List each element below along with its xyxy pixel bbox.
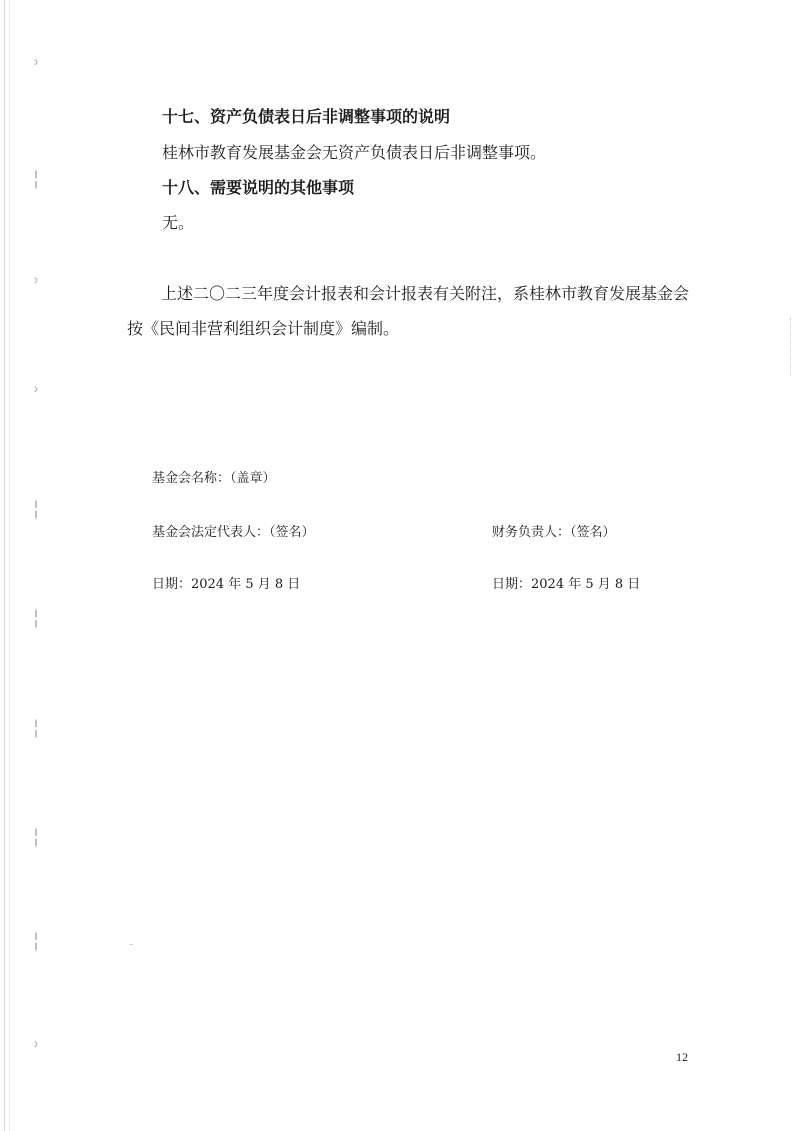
binding-mark: ¦ [30, 605, 43, 629]
binding-mark: ʾ [30, 1038, 43, 1062]
closing-statement-line-1: 上述二〇二三年度会计报表和会计报表有关附注，系桂林市教育发展基金会 [161, 284, 690, 303]
section-17-body: 桂林市教育发展基金会无资产负债表日后非调整事项。 [162, 143, 547, 162]
binding-mark: ¦ [30, 715, 43, 739]
fund-name-seal-label: 基金会名称：（盖章） [152, 471, 276, 486]
binding-mark: ʾ [30, 274, 43, 298]
legal-representative-signature-label: 基金会法定代表人：（签名） [152, 525, 315, 540]
binding-mark: ʾ [30, 383, 43, 407]
section-17-heading: 十七、资产负债表日后非调整事项的说明 [162, 107, 451, 126]
finance-head-signature-label: 财务负责人：（签名） [492, 525, 616, 540]
closing-statement-line-2: 按《民间非营利组织会计制度》编制。 [127, 319, 400, 338]
scan-speck [130, 944, 133, 945]
binding-mark: ʾ [30, 56, 43, 80]
page-number: 12 [676, 1050, 688, 1064]
date-left: 日期：2024 年 5 月 8 日 [152, 577, 301, 592]
scan-edge-line [4, 0, 5, 1131]
section-18-body: 无。 [162, 213, 195, 232]
binding-mark: ¦ [30, 496, 43, 520]
section-18-heading: 十八、需要说明的其他事项 [162, 178, 355, 197]
date-right: 日期：2024 年 5 月 8 日 [492, 577, 641, 592]
right-edge-mark [790, 318, 799, 376]
binding-mark: ¦ [30, 824, 43, 848]
binding-mark: ¦ [30, 928, 43, 952]
binding-mark: ¦ [30, 166, 43, 190]
scan-edge-line-inner [9, 0, 10, 1131]
